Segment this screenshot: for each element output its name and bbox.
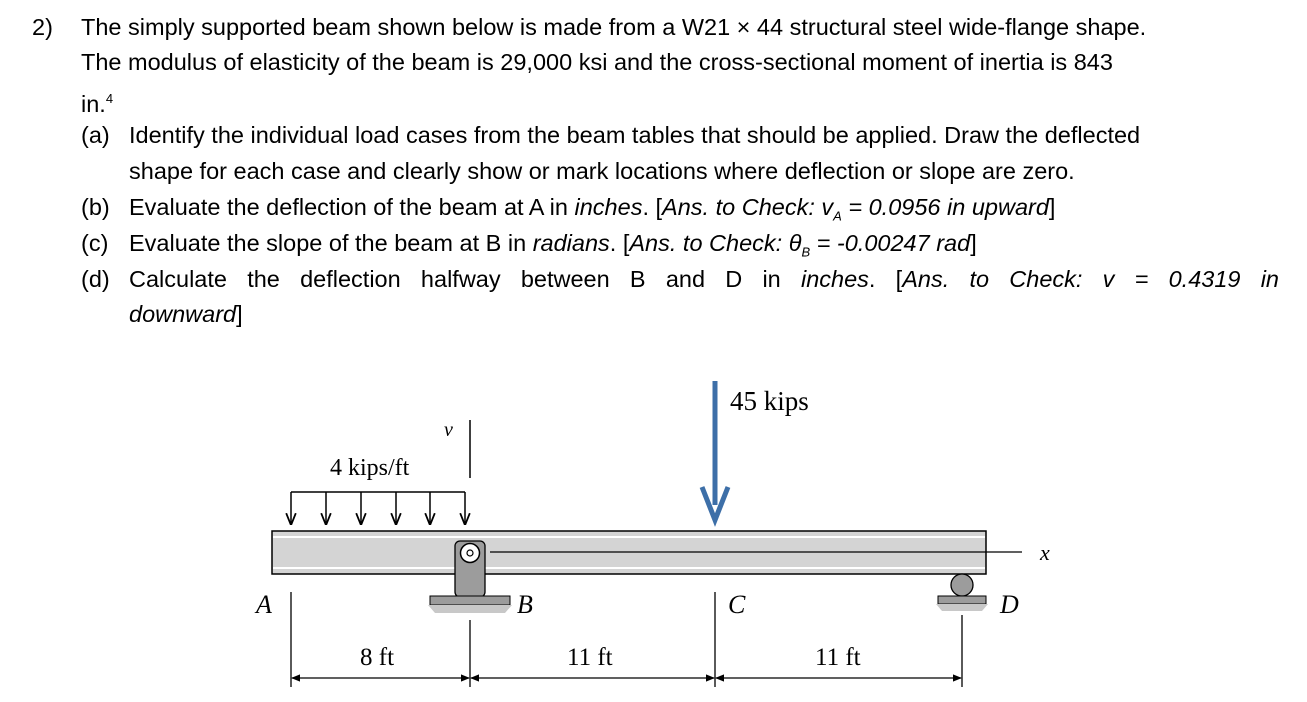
dim-ab-label: 8 ft [360,644,395,671]
dimension-ext-lines [291,592,962,687]
point-load-label: 45 kips [730,386,809,416]
x-axis-label: x [1040,540,1050,565]
v-axis-label: v [444,419,453,441]
part-a-line-1: Identify the individual load cases from the beam tables that should be applied. Draw the deflected [129,122,1141,148]
stem-line-1: The simply supported beam shown below is made from a W21 × 44 structural steel wide-flange shape. [81,14,1147,40]
part-c-label: (c) [81,230,109,256]
stem-line-3: in.$^4$ [81,90,114,117]
part-d-line-1: Calculate the deflection halfway between B and D in inches. [Ans. to Check: v = 0.4319 in [129,266,1280,292]
beam-diagram [240,370,1070,700]
part-a-line-2: shape for each case and clearly show or mark locations where deflection or slope are zero. [129,158,1075,184]
dim-bc-label: 11 ft [567,644,613,671]
part-c-text: Evaluate the slope of the beam at B in radians. [Ans. to Check: $\theta_B = -0.00247$ rad] [129,230,977,260]
part-d-line-2: downward] [129,301,243,327]
part-d-label: (d) [81,266,110,292]
roller-support-d [936,574,988,611]
dist-load-arrows [291,492,465,524]
beam-figure [240,370,1070,700]
point-d-label: D [1000,590,1019,619]
point-c-label: C [728,590,746,619]
part-b-text: Evaluate the deflection of the beam at A in inches. [Ans. to Check: $v_A = 0.0956$ in upward] [129,194,1056,224]
stem-line-2: The modulus of elasticity of the beam is 29,000 ksi and the cross-sectional moment of inertia is 843 [81,49,1113,75]
problem-number: 2) [32,14,53,40]
part-b-label: (b) [81,194,110,220]
part-a-label: (a) [81,122,110,148]
point-a-label: A [256,590,272,619]
point-b-label: B [517,590,533,619]
dim-cd-label: 11 ft [815,644,861,671]
dist-load-label: 4 kips/ft [330,455,410,481]
